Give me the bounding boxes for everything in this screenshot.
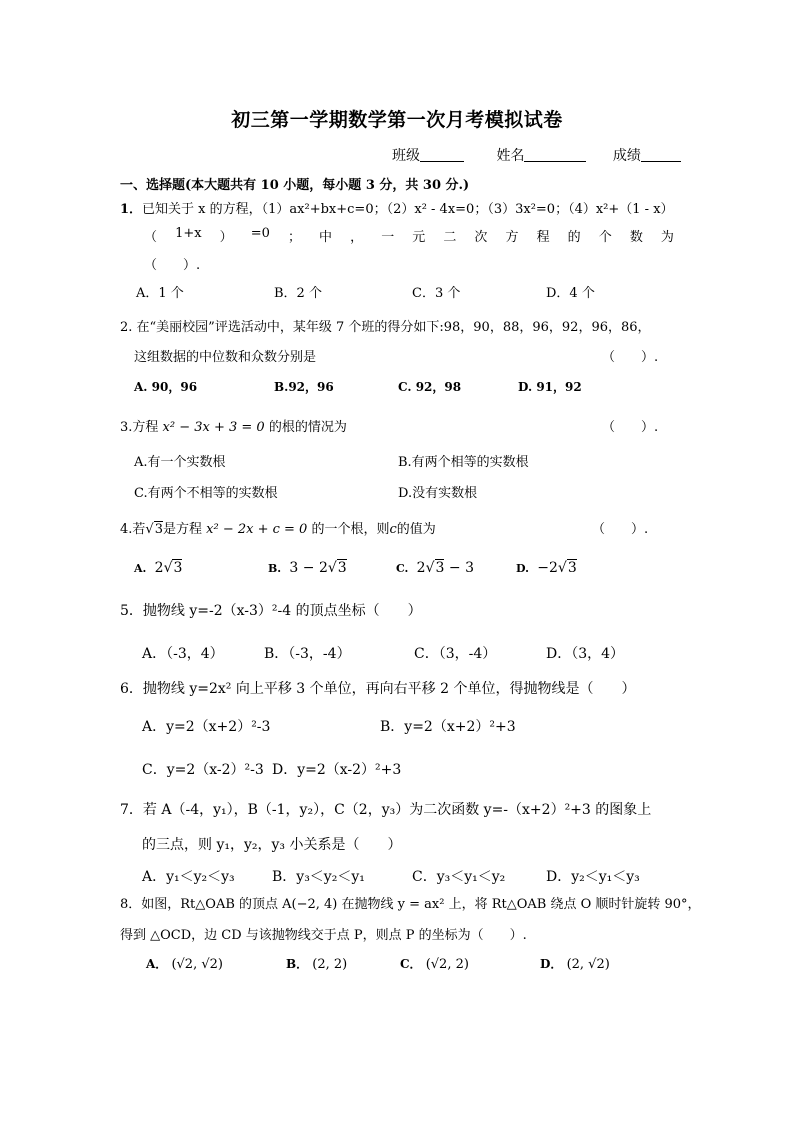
score-label: 成绩 bbox=[612, 148, 641, 164]
option-root: 3 bbox=[567, 560, 577, 576]
q5-option-c[interactable]: C．（3，-4） bbox=[414, 646, 497, 662]
q1-option-b[interactable]: B．2 个 bbox=[274, 286, 322, 301]
option-label: A． bbox=[146, 957, 168, 971]
q1-part: 方 bbox=[505, 230, 519, 245]
q4-root: 3 bbox=[154, 522, 163, 537]
question-1-number: 1． bbox=[120, 202, 143, 217]
q4-option-c[interactable] bbox=[396, 560, 474, 576]
q3-option-d[interactable]: D.没有实数根 bbox=[398, 486, 478, 501]
question-5-stem: 5．抛物线 y=-2（x-3）²-4 的顶点坐标（ ） bbox=[120, 603, 422, 619]
q1-part: 的 bbox=[567, 230, 581, 245]
q5-option-a[interactable]: A．（-3，4） bbox=[142, 646, 224, 662]
question-8-stem-cont: 得到 △OCD，边 CD 与该抛物线交于点 P，则点 P 的坐标为（ ）. bbox=[120, 928, 527, 943]
question-1-stem-cont bbox=[144, 226, 674, 245]
option-value: (√2, √2) bbox=[171, 957, 223, 972]
q5-option-d[interactable]: D．（3，4） bbox=[546, 646, 625, 662]
question-3-stem bbox=[120, 416, 347, 435]
page-title: 初三第一学期数学第一次月考模拟试卷 bbox=[231, 109, 563, 131]
option-label: B． bbox=[286, 957, 309, 971]
question-6-stem: 6．抛物线 y=2x² 向上平移 3 个单位，再向右平移 2 个单位，得抛物线是（ ） bbox=[120, 681, 636, 697]
q3-prefix: 3.方程 bbox=[120, 420, 159, 435]
q4-option-b[interactable] bbox=[268, 560, 347, 576]
q6-option-d[interactable]: D．y=2（x-2）²+3 bbox=[272, 762, 402, 778]
q2-option-a[interactable]: A. 90，96 bbox=[134, 380, 198, 394]
question-4-answer-paren: （ ）. bbox=[592, 522, 649, 537]
section-heading-text: 一、选择题(本大题共有 10 小题，每小题 3 分，共 30 分.) bbox=[120, 178, 470, 193]
question-2-stem: 2. 在“美丽校园”评选活动中，某年级 7 个班的得分如下:98，90，88，96，92，96，86， bbox=[120, 320, 651, 335]
option-label: C. bbox=[396, 562, 409, 575]
question-4-stem bbox=[120, 518, 436, 537]
option-value: (√2, 2) bbox=[425, 957, 469, 972]
q3-option-a[interactable]: A.有一个实数根 bbox=[134, 455, 226, 470]
question-1-stem bbox=[120, 198, 674, 217]
q1-part: ， bbox=[350, 230, 364, 245]
q1-option-a[interactable]: A．1 个 bbox=[136, 286, 184, 301]
q1-part: ） bbox=[219, 230, 233, 245]
question-7-stem: 7．若 A（-4，y₁），B（-1，y₂），C（2，y₃）为二次函数 y=-（x+2）²+3 的图象上 bbox=[120, 802, 652, 818]
name-field[interactable] bbox=[524, 147, 586, 162]
q6-option-c[interactable]: C．y=2（x-2）²-3 bbox=[142, 762, 264, 778]
q2-option-d[interactable]: D. 91，92 bbox=[518, 380, 582, 394]
q1-part: 为 bbox=[660, 230, 674, 245]
section-heading bbox=[120, 174, 469, 193]
option-root: 3 bbox=[337, 560, 347, 576]
q3-equation: x² − 3x + 3 = 0 bbox=[162, 420, 265, 435]
q1-part: 二 bbox=[443, 230, 457, 245]
q1-part: 一 bbox=[381, 230, 395, 245]
option-value: (2, 2) bbox=[312, 957, 348, 972]
option-label: A. bbox=[134, 562, 147, 575]
q2-option-c[interactable]: C. 92，98 bbox=[398, 380, 462, 394]
q1-part: =0 bbox=[250, 226, 270, 241]
student-info-row bbox=[392, 145, 681, 165]
q4-var: c bbox=[389, 522, 397, 537]
q4-prefix: 4.若 bbox=[120, 522, 146, 537]
q1-option-d[interactable]: D．4 个 bbox=[546, 286, 595, 301]
option-label: D. bbox=[516, 562, 529, 575]
question-1-answer-paren: （ ）. bbox=[144, 258, 201, 273]
q1-part: 元 bbox=[412, 230, 426, 245]
q1-part: 中 bbox=[319, 230, 333, 245]
q5-option-b[interactable]: B．（-3，-4） bbox=[264, 646, 351, 662]
sqrt-symbol: √ bbox=[145, 522, 154, 537]
q6-option-b[interactable]: B．y=2（x+2）²+3 bbox=[380, 719, 516, 735]
q4-equation: x² − 2x + c = 0 bbox=[206, 522, 308, 537]
q4-mid: 是方程 bbox=[162, 522, 202, 537]
sqrt-symbol: √ bbox=[327, 560, 337, 576]
q4-option-a[interactable] bbox=[134, 560, 182, 576]
question-1-stem-text: 已知关于 x 的方程，（1）ax²+bx+c=0；（2）x² - 4x=0；（3）3x²=0；（4）x²+（1 - x） bbox=[142, 202, 674, 217]
q1-part: 次 bbox=[474, 230, 488, 245]
q4-suffix-a: 的一个根，则 bbox=[311, 522, 390, 537]
q8-option-c[interactable] bbox=[400, 955, 469, 972]
class-label: 班级 bbox=[392, 148, 420, 164]
class-field[interactable] bbox=[420, 147, 464, 162]
q1-part: 个 bbox=[598, 230, 612, 245]
q3-suffix: 的根的情况为 bbox=[268, 420, 347, 435]
q7-option-c[interactable]: C．y₃＜y₁＜y₂ bbox=[412, 869, 506, 885]
q1-option-c[interactable]: C．3 个 bbox=[412, 286, 461, 301]
question-2-stem-cont: 这组数据的中位数和众数分别是 bbox=[134, 350, 317, 365]
option-post: − 3 bbox=[444, 560, 474, 576]
option-label: C． bbox=[400, 957, 422, 971]
option-pre: 2 bbox=[416, 560, 426, 576]
question-2-answer-paren: （ ）. bbox=[602, 350, 659, 365]
sqrt-symbol: √ bbox=[425, 560, 435, 576]
q7-option-a[interactable]: A．y₁＜y₂＜y₃ bbox=[142, 869, 235, 885]
sqrt-symbol: √ bbox=[557, 560, 567, 576]
q4-option-d[interactable] bbox=[516, 560, 577, 576]
question-3-answer-paren: （ ）. bbox=[602, 420, 659, 435]
score-field[interactable] bbox=[641, 147, 681, 162]
q8-option-b[interactable] bbox=[286, 955, 347, 972]
option-root: 3 bbox=[435, 560, 445, 576]
q7-option-d[interactable]: D．y₂＜y₁＜y₃ bbox=[546, 869, 640, 885]
q1-part: 程 bbox=[536, 230, 550, 245]
q2-option-b[interactable]: B.92，96 bbox=[274, 380, 334, 394]
option-pre: 2 bbox=[154, 560, 164, 576]
q1-part: 1+x bbox=[175, 226, 202, 241]
question-7-stem-cont: 的三点，则 y₁，y₂，y₃ 小关系是（ ） bbox=[142, 837, 402, 853]
option-label: B. bbox=[268, 562, 282, 575]
name-label: 姓名 bbox=[496, 148, 525, 164]
q3-option-b[interactable]: B.有两个相等的实数根 bbox=[398, 455, 529, 470]
q1-part: 数 bbox=[629, 230, 643, 245]
q7-option-b[interactable]: B．y₃＜y₂＜y₁ bbox=[272, 869, 365, 885]
q1-part: （ bbox=[144, 230, 158, 245]
question-8-stem: 8．如图，Rt△OAB 的顶点 A(−2, 4) 在抛物线 y = ax² 上，将 Rt△OAB 绕点 O 顺时针旋转 90°， bbox=[120, 897, 701, 912]
option-pre: −2 bbox=[537, 560, 558, 576]
q8-option-a[interactable] bbox=[146, 955, 223, 972]
option-pre: 3 − 2 bbox=[289, 560, 328, 576]
option-root: 3 bbox=[173, 560, 183, 576]
q3-option-c[interactable]: C.有两个不相等的实数根 bbox=[134, 486, 278, 501]
q4-suffix-b: 的值为 bbox=[396, 522, 436, 537]
option-label: D． bbox=[540, 957, 563, 971]
sqrt-symbol: √ bbox=[163, 560, 173, 576]
q8-option-d[interactable] bbox=[540, 955, 610, 972]
option-value: (2, √2) bbox=[566, 957, 610, 972]
q6-option-a[interactable]: A．y=2（x+2）²-3 bbox=[142, 719, 271, 735]
q1-part: ； bbox=[287, 230, 301, 245]
